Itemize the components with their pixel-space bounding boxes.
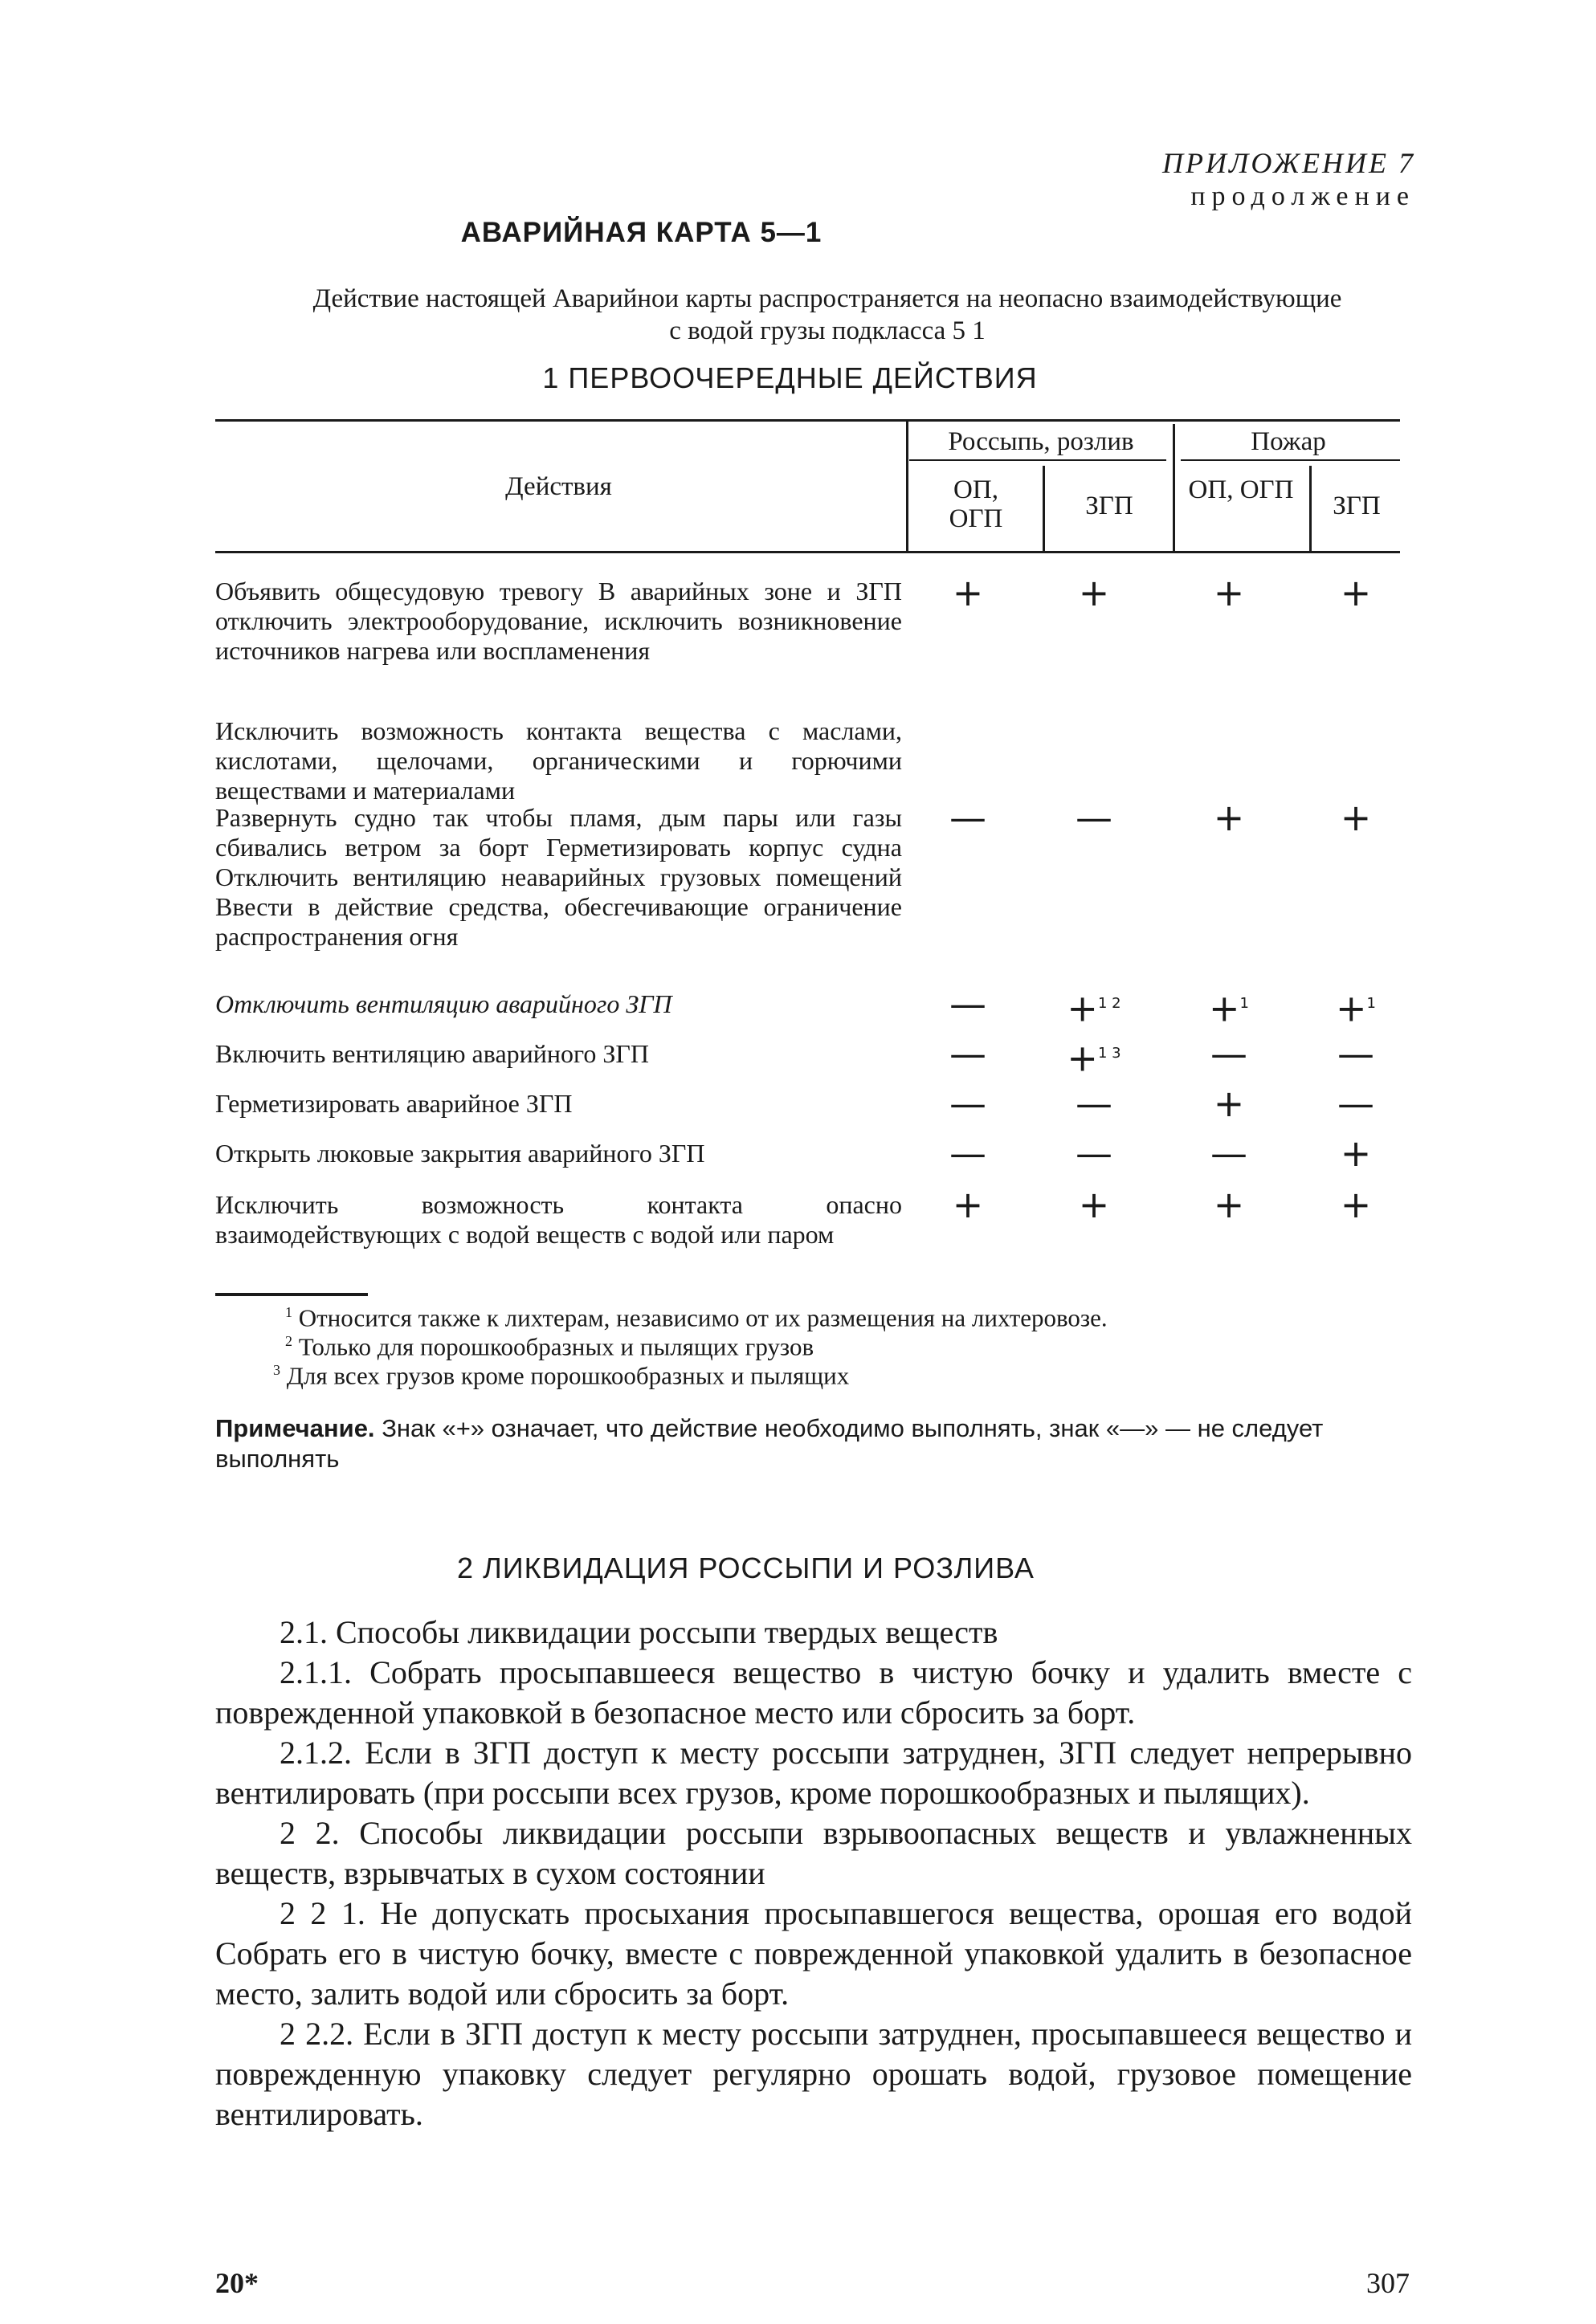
table-cell-sign: +: [1209, 986, 1240, 1030]
footnote-ref: 1 3: [1097, 1045, 1121, 1062]
table-top-rule: [215, 419, 1400, 422]
signature-mark: 20*: [215, 2267, 259, 2299]
section1-title: 1 ПЕРВООЧЕРЕДНЫЕ ДЕЙСТВИЯ: [542, 361, 1038, 394]
table-row-action: Отключить вентиляцию аварийного ЗГП: [215, 989, 672, 1018]
table-cell: —: [1076, 796, 1112, 839]
table-cell: —: [949, 1032, 986, 1075]
footnote-text: Только для порошкообразных и пылящих грузов: [298, 1332, 814, 1361]
group-header-fire: Пожар: [1251, 427, 1326, 456]
footnote-ref: 1: [1239, 995, 1249, 1012]
table-header-bottom-rule: [215, 551, 1400, 553]
col-header-1: ОП, ОГП: [949, 475, 1003, 533]
table-cell-sign: +: [1067, 1036, 1098, 1080]
table-cell: —: [1076, 1131, 1112, 1175]
table-divider-col2: [1043, 466, 1045, 551]
table-cell: [1197, 986, 1261, 1030]
card-title: АВАРИЙНАЯ КАРТА 5—1: [460, 217, 822, 248]
actions-header: Действия: [505, 472, 612, 501]
table-row-action: Герметизировать аварийное ЗГП: [215, 1089, 573, 1118]
footnote: [273, 1356, 849, 1390]
paragraph: 2.1. Способы ликвидации россыпи твердых веществ: [280, 1614, 998, 1650]
table-cell: +: [1340, 796, 1372, 839]
table-cell: [1062, 1036, 1126, 1080]
paragraph: 2 2 1. Не допускать просыхания просыпавшегося вещества, орошая его водой Собрать его в чистую бочку, вместе с поврежденной упаковкой удалить в безопасное место, залить водой или сбросить за борт.: [215, 1895, 1412, 2012]
table-row-action: Включить вентиляцию аварийного ЗГП: [215, 1039, 649, 1068]
table-row-action: Исключить возможность контакта опасно взаимодействующих с водой веществ с водой или паром: [215, 1190, 902, 1249]
footnote-number: 1: [285, 1304, 292, 1320]
footnote-text: Относится также к лихтерам, независимо от их размещения на лихтеровозе.: [298, 1303, 1108, 1332]
section2-body: [215, 1613, 1412, 2134]
footnote-ref: 1: [1366, 995, 1376, 1012]
footnote-rule: [215, 1293, 368, 1296]
table-cell: +: [1078, 1183, 1110, 1226]
table-cell-sign: +: [1336, 986, 1367, 1030]
table-row-action: Исключить возможность контакта вещества с маслами, кислотами, щелочами, органическими и горючими веществами и материалами: [215, 716, 902, 805]
note: [215, 1413, 1412, 1474]
group-rule-2: [1181, 459, 1400, 461]
table-cell: —: [949, 1082, 986, 1125]
table-row-action: Развернуть судно так чтобы пламя, дым пары или газы сбивались ветром за борт Герметизировать корпус судна Отключить вентиляцию неаварийных грузовых помещений Ввести в действие средства, обесгечивающие ограничение распространения огня: [215, 803, 902, 951]
footnote-number: 3: [273, 1362, 280, 1378]
table-cell: —: [1337, 1082, 1374, 1125]
group-header-spill: Россыпь, розлив: [948, 427, 1134, 456]
table-cell: —: [1210, 1131, 1247, 1175]
intro-text: Действие настоящей Аварийнои карты распространяется на неопасно взаимодействующие с водой грузы подкласса 5 1: [312, 284, 1342, 345]
paragraph: 2.1.1. Собрать просыпавшееся вещество в чистую бочку и удалить вместе с поврежденной упаковкой в безопасное место или сбросить за борт.: [215, 1654, 1412, 1731]
table-cell: +: [1213, 1082, 1245, 1125]
table-row-action: Объявить общесудовую тревогу В аварийных зоне и ЗГП отключить электрооборудование, исключить возникновение источников нагрева или воспламенения: [215, 577, 902, 665]
table-cell: +: [1340, 1183, 1372, 1226]
continuation-label: продолжение: [1190, 181, 1415, 211]
note-text: Знак «+» означает, что действие необходимо выполнять, знак «—» — не следует выполнять: [215, 1414, 1324, 1473]
table-cell: +: [952, 1183, 984, 1226]
table-cell: —: [949, 1131, 986, 1175]
footnote-text: Для всех грузов кроме порошкообразных и пылящих: [286, 1361, 850, 1390]
col-header-4: ЗГП: [1333, 491, 1381, 520]
paragraph: 2 2. Способы ликвидации россыпи взрывоопасных веществ и увлажненных веществ, взрывчатых в сухом состоянии: [215, 1815, 1412, 1891]
table-cell: +: [1078, 571, 1110, 614]
table-cell: —: [1337, 1032, 1374, 1075]
table-cell: —: [949, 982, 986, 1025]
table-cell: +: [952, 571, 984, 614]
table-cell: —: [1076, 1082, 1112, 1125]
table-cell: —: [1210, 1032, 1247, 1075]
table-divider-group: [1173, 424, 1175, 551]
table-cell: [1324, 986, 1388, 1030]
table-row-action: Открыть люковые закрытия аварийного ЗГП: [215, 1139, 705, 1168]
group-rule-1: [909, 459, 1166, 461]
footnote-ref: 1 2: [1097, 995, 1121, 1012]
col-header-2: ЗГП: [1085, 491, 1133, 520]
table-cell: [1062, 986, 1126, 1030]
appendix-label: ПРИЛОЖЕНИЕ 7: [1162, 147, 1415, 179]
table-divider-col4: [1309, 466, 1312, 551]
table-cell-sign: +: [1067, 986, 1098, 1030]
table-cell: +: [1213, 796, 1245, 839]
col-header-3: ОП, ОГП: [1188, 475, 1294, 504]
table-cell: +: [1213, 1183, 1245, 1226]
note-label: Примечание.: [215, 1414, 375, 1442]
table-cell: +: [1340, 571, 1372, 614]
table-cell: —: [949, 796, 986, 839]
footnote-number: 2: [285, 1333, 292, 1349]
paragraph: 2.1.2. Если в ЗГП доступ к месту россыпи затруднен, ЗГП следует непрерывно вентилировать (при россыпи всех грузов, кроме порошкообразных и пылящих).: [215, 1735, 1412, 1811]
table-cell: +: [1340, 1131, 1372, 1175]
table-divider-main: [906, 419, 908, 551]
page-number: 307: [1366, 2267, 1410, 2299]
paragraph: 2 2.2. Если в ЗГП доступ к месту россыпи затруднен, просыпавшееся вещество и поврежденную упаковку следует регулярно орошать водой, грузовое помещение вентилировать.: [215, 2016, 1412, 2132]
section2-title: 2 ЛИКВИДАЦИЯ РОССЫПИ И РОЗЛИВА: [457, 1551, 1035, 1584]
table-cell: +: [1213, 571, 1245, 614]
